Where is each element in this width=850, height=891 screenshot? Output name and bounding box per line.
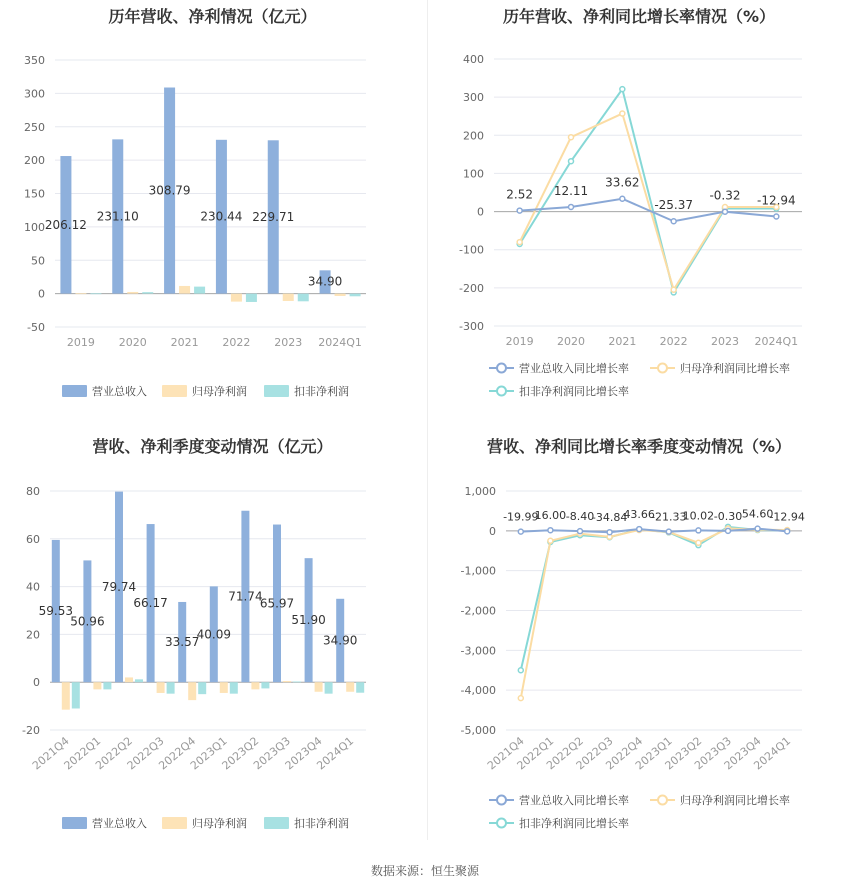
data-label: -34.84	[591, 511, 628, 525]
data-label: -12.94	[769, 510, 805, 524]
data-label: 2.52	[506, 187, 534, 202]
x-tick-label: 2019	[66, 336, 95, 349]
chart-title: 历年营收、净利情况（亿元）	[108, 7, 317, 26]
legend-label: 归母净利润	[192, 817, 247, 830]
bar	[283, 294, 294, 301]
x-tick-label: 2024Q1	[314, 734, 357, 773]
bar	[350, 294, 361, 297]
x-tick-label: 2024Q1	[318, 336, 362, 349]
y-tick-label: -20	[22, 724, 40, 737]
series-point	[774, 214, 779, 219]
y-tick-label: -3,000	[460, 644, 496, 658]
bar	[198, 682, 206, 694]
legend-swatch	[62, 385, 87, 397]
legend-marker	[497, 387, 506, 396]
y-tick-label: -100	[459, 243, 484, 257]
legend-label: 扣非净利润同比增长率	[519, 817, 629, 830]
x-tick-label: 2023Q3	[251, 734, 293, 773]
bar	[90, 293, 101, 294]
bar	[220, 682, 228, 693]
annual-growth-plot	[428, 0, 850, 420]
x-tick-label: 2022	[222, 336, 251, 349]
x-tick-label: 2024Q1	[754, 335, 799, 348]
x-tick-label: 2020	[557, 335, 585, 348]
x-tick-label: 2023Q4	[282, 734, 325, 773]
series-point	[518, 668, 523, 673]
bar	[72, 682, 80, 708]
data-label: 308.79	[148, 183, 191, 198]
y-tick-label: 100	[24, 220, 45, 234]
legend-label: 营业总收入同比增长率	[519, 362, 629, 375]
data-label: 16.00	[534, 509, 567, 523]
chart-title: 营收、净利同比增长率季度变动情况（%）	[486, 437, 792, 456]
y-tick-label: 0	[33, 676, 40, 690]
x-tick-label: 2023Q2	[662, 734, 705, 773]
series-point	[517, 240, 522, 245]
series-point	[620, 196, 625, 201]
data-label: 43.66	[623, 508, 655, 522]
y-tick-label: 80	[26, 485, 40, 498]
data-label: -12.94	[756, 193, 796, 208]
x-tick-label: 2021Q4	[29, 734, 72, 773]
data-label: 34.90	[307, 274, 343, 289]
series-line	[521, 527, 787, 670]
x-tick-label: 2022	[659, 335, 688, 348]
data-label: 71.74	[228, 589, 263, 604]
chart-title: 历年营收、净利同比增长率情况（%）	[502, 7, 776, 26]
x-tick-label: 2019	[505, 335, 534, 348]
x-tick-label: 2024Q1	[751, 734, 794, 773]
y-tick-label: 60	[26, 532, 40, 546]
bar	[246, 294, 257, 302]
y-tick-label: 400	[463, 53, 484, 66]
legend-label: 归母净利润同比增长率	[680, 362, 790, 375]
bar	[356, 682, 364, 693]
x-tick-label: 2021	[170, 336, 199, 349]
legend-marker	[497, 819, 506, 828]
series-point	[607, 530, 612, 535]
data-label: -8.40	[565, 510, 595, 524]
y-tick-label: -50	[27, 321, 45, 334]
bar	[194, 287, 205, 294]
data-label: 65.97	[259, 596, 295, 611]
y-tick-label: 250	[24, 120, 45, 134]
series-point	[666, 529, 671, 534]
x-tick-label: 2023	[711, 335, 739, 348]
x-tick-label: 2022Q2	[93, 734, 135, 773]
series-point	[517, 208, 522, 213]
annual-revenue-chart	[0, 0, 425, 420]
x-tick-label: 2022Q3	[124, 734, 167, 773]
legend-marker	[497, 364, 506, 373]
quarter-growth-chart	[428, 425, 850, 850]
legend-label: 归母净利润	[192, 385, 247, 398]
annual-revenue-plot	[0, 0, 425, 420]
data-label: 59.53	[38, 604, 73, 619]
data-label: 230.44	[200, 209, 243, 224]
x-tick-label: 2021Q4	[484, 734, 527, 773]
legend-label: 营业总收入同比增长率	[519, 794, 629, 807]
legend-marker	[658, 796, 667, 805]
y-tick-label: -2,000	[460, 604, 496, 618]
y-tick-label: 20	[26, 628, 40, 642]
series-point	[518, 696, 523, 701]
data-label: 206.12	[44, 217, 87, 232]
y-tick-label: 200	[24, 154, 45, 168]
series-point	[620, 111, 625, 116]
series-point	[671, 287, 676, 292]
x-tick-label: 2023Q1	[187, 734, 230, 773]
x-tick-label: 2021	[608, 335, 637, 348]
data-label: 50.96	[70, 614, 105, 629]
bar	[142, 292, 153, 293]
quarter-growth-plot	[428, 425, 850, 850]
bar	[188, 682, 196, 700]
y-tick-label: -300	[459, 320, 484, 333]
x-tick-label: 2022Q2	[544, 734, 586, 773]
legend-swatch	[264, 817, 289, 829]
y-tick-label: 100	[463, 167, 484, 181]
y-tick-label: 350	[24, 54, 45, 67]
series-point	[755, 526, 760, 531]
data-label: -0.32	[709, 188, 741, 203]
bar	[93, 682, 101, 689]
bar	[127, 292, 138, 294]
data-label: 54.60	[741, 507, 774, 521]
x-tick-label: 2023Q1	[632, 734, 675, 773]
series-point	[569, 135, 574, 140]
legend-marker	[658, 364, 667, 373]
legend-label: 扣非净利润	[294, 385, 349, 398]
data-label: 51.90	[291, 613, 326, 628]
series-point	[726, 528, 731, 533]
data-label: 33.57	[165, 635, 200, 650]
bar	[167, 682, 175, 693]
y-tick-label: 0	[477, 205, 484, 219]
legend-swatch	[162, 385, 187, 397]
x-tick-label: 2023Q4	[721, 734, 764, 773]
y-tick-label: 0	[38, 287, 45, 301]
y-tick-label: 150	[24, 187, 45, 201]
bar	[125, 677, 133, 682]
series-point	[620, 87, 625, 92]
series-point	[569, 204, 574, 209]
series-point	[696, 540, 701, 545]
legend-swatch	[264, 385, 289, 397]
x-tick-label: 2022Q1	[514, 734, 557, 773]
y-tick-label: 1,000	[464, 485, 496, 498]
y-tick-label: 300	[463, 91, 484, 105]
chart-title: 营收、净利季度变动情况（亿元）	[92, 437, 333, 456]
series-point	[569, 159, 574, 164]
bar	[261, 682, 269, 688]
quarter-revenue-plot	[0, 425, 425, 850]
bar	[179, 286, 190, 294]
legend-swatch	[162, 817, 187, 829]
legend-label: 营业总收入	[92, 817, 147, 830]
legend-label: 营业总收入	[92, 385, 147, 398]
bar	[283, 681, 291, 682]
legend-marker	[497, 796, 506, 805]
data-label: 79.74	[101, 579, 137, 594]
series-point	[548, 538, 553, 543]
x-tick-label: 2022Q3	[573, 734, 616, 773]
bar	[293, 681, 301, 682]
series-point	[723, 209, 728, 214]
series-point	[785, 529, 790, 534]
series-point	[548, 528, 553, 533]
series-point	[696, 528, 701, 533]
data-label: 231.10	[96, 209, 139, 224]
y-tick-label: -1,000	[460, 564, 496, 578]
annual-growth-chart	[428, 0, 850, 420]
series-line	[521, 528, 787, 698]
bar	[157, 682, 165, 693]
data-label: 33.62	[605, 175, 640, 190]
bar	[62, 682, 70, 709]
y-tick-label: -4,000	[460, 684, 496, 698]
data-label: 34.90	[323, 633, 358, 648]
bar	[135, 679, 143, 682]
bar	[325, 682, 333, 693]
data-label: 66.17	[133, 596, 168, 611]
data-label: 40.09	[196, 627, 231, 642]
bar	[230, 682, 238, 693]
legend-label: 扣非净利润同比增长率	[519, 385, 629, 398]
bar	[315, 682, 323, 692]
bar	[75, 293, 86, 294]
y-tick-label: 200	[463, 129, 484, 143]
data-label: -25.37	[654, 198, 694, 213]
data-label: -21.33	[651, 510, 687, 524]
data-label: -19.99	[503, 510, 539, 524]
legend-label: 归母净利润同比增长率	[680, 794, 790, 807]
legend-label: 扣非净利润	[294, 817, 349, 830]
data-label: 229.71	[252, 209, 295, 224]
y-tick-label: 0	[489, 524, 496, 538]
series-point	[518, 529, 523, 534]
series-point	[578, 529, 583, 534]
bar	[298, 294, 309, 302]
x-tick-label: 2023Q3	[692, 734, 734, 773]
bar	[251, 682, 259, 689]
data-source: 数据来源：恒生聚源	[370, 864, 479, 878]
y-tick-label: 300	[24, 87, 45, 101]
legend-swatch	[62, 817, 87, 829]
data-label: 12.11	[553, 183, 589, 198]
x-tick-label: 2022Q4	[603, 734, 646, 773]
x-tick-label: 2022Q1	[61, 734, 104, 773]
series-point	[671, 219, 676, 224]
bar	[346, 682, 354, 692]
y-tick-label: 50	[31, 254, 45, 268]
quarter-revenue-chart	[0, 425, 425, 850]
y-tick-label: -200	[459, 281, 484, 295]
bar	[335, 294, 346, 296]
y-tick-label: -5,000	[460, 724, 496, 737]
x-tick-label: 2022Q4	[156, 734, 199, 773]
x-tick-label: 2020	[118, 336, 147, 349]
x-tick-label: 2023	[274, 336, 303, 349]
y-tick-label: 40	[26, 580, 40, 594]
data-label: -0.30	[713, 509, 743, 523]
data-label: 10.02	[682, 509, 715, 523]
bar	[231, 294, 242, 302]
series-point	[637, 527, 642, 532]
bar	[103, 682, 111, 689]
x-tick-label: 2023Q2	[219, 734, 262, 773]
